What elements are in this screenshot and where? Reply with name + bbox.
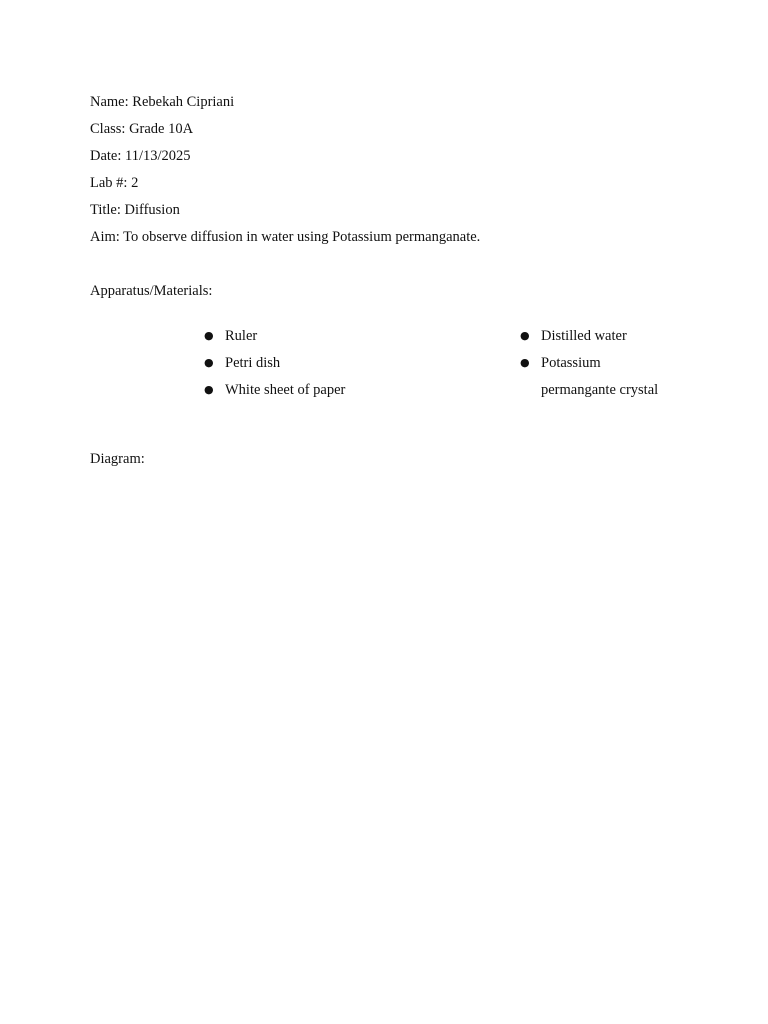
lab-number: Lab #: 2 bbox=[90, 175, 139, 191]
date-line: Date: 11/13/2025 bbox=[90, 148, 191, 164]
material-item: Petri dish bbox=[225, 355, 281, 371]
lab-title: Title: Diffusion bbox=[90, 202, 180, 218]
material-item: Ruler bbox=[225, 328, 258, 344]
materials-heading: Apparatus/Materials: bbox=[90, 283, 213, 299]
bullet-icon: ● bbox=[520, 356, 530, 369]
lab-aim: Aim: To observe diffusion in water using Potassium permanganate. bbox=[90, 229, 481, 245]
bullet-icon: ● bbox=[204, 329, 214, 342]
bullet-icon: ● bbox=[204, 356, 214, 369]
material-item: Distilled water bbox=[541, 328, 627, 344]
student-name: Name: Rebekah Cipriani bbox=[90, 94, 235, 110]
bullet-icon: ● bbox=[520, 329, 530, 342]
bullet-icon: ● bbox=[204, 383, 214, 396]
material-item-continuation: permangante crystal bbox=[541, 382, 659, 398]
class-line: Class: Grade 10A bbox=[90, 121, 194, 137]
material-item: White sheet of paper bbox=[225, 382, 346, 398]
material-item: Potassium bbox=[541, 355, 601, 371]
diagram-heading: Diagram: bbox=[90, 451, 145, 467]
